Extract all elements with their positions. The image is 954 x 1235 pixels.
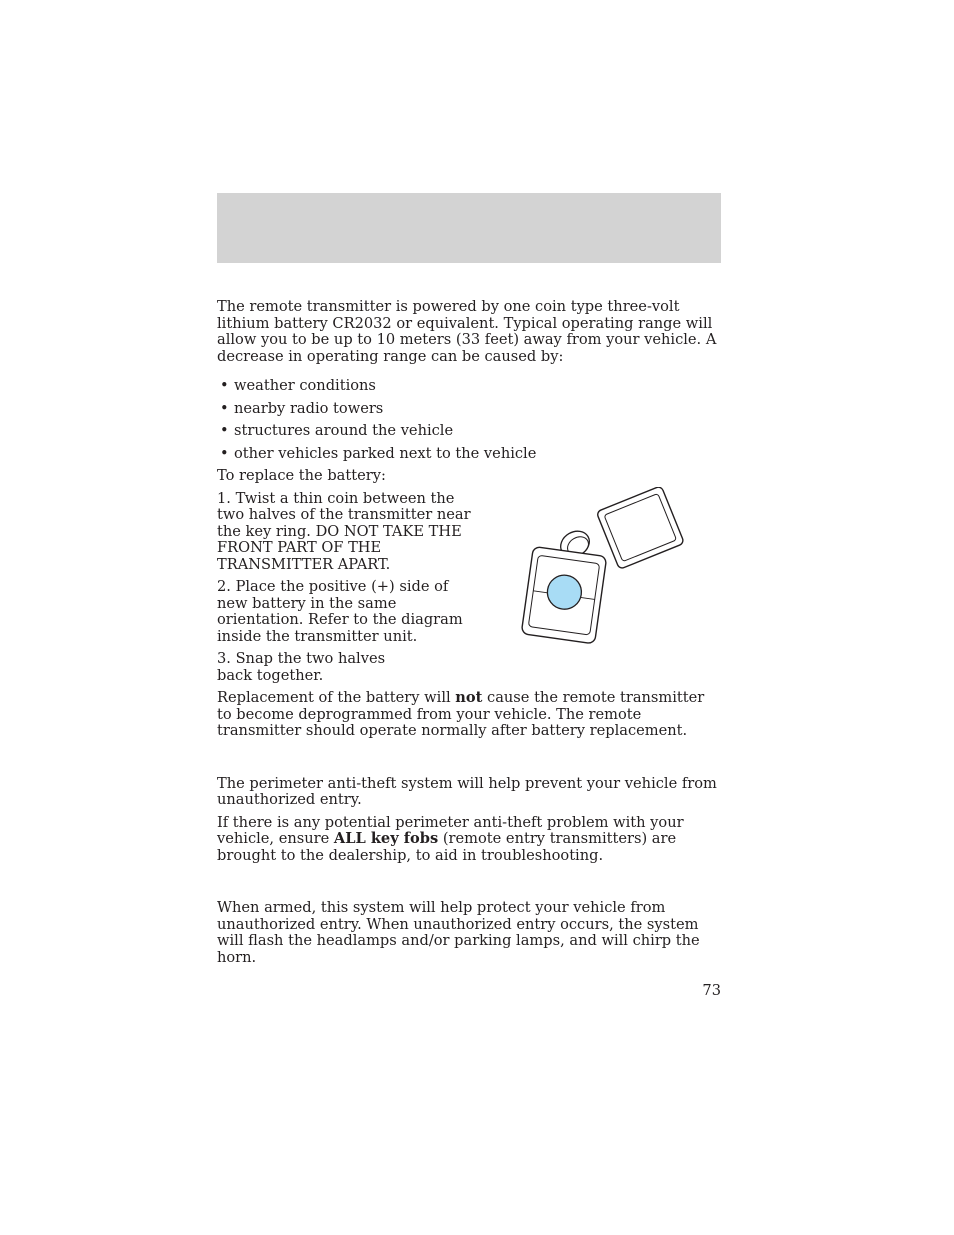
- list-item-text: weather conditions: [234, 377, 376, 394]
- step-3: 3. Snap the two halves back together.: [217, 650, 386, 684]
- step-2: 2. Place the positive (+) side of new battery in the same orientation. Refer to the diagram inside the transmitter unit.: [217, 578, 463, 645]
- armed-description: When armed, this system will help protect your vehicle from unauthorized entry. When unauthorized entry occurs, the system will flash the headlamps and/or parking lamps, and will chirp the horn.: [217, 899, 700, 966]
- list-item: [217, 401, 722, 418]
- advice-emphasis: ALL key fobs: [333, 830, 439, 847]
- bullet-icon: •: [220, 444, 229, 462]
- note-emphasis: not: [455, 689, 483, 706]
- step-1: 1. Twist a thin coin between the two halves of the transmitter near the key ring. DO NOT TAKE THE FRONT PART OF THE TRANSMITTER APART.: [217, 489, 471, 573]
- perimeter-advice: [217, 815, 722, 865]
- transmitter-front-half: [521, 546, 607, 643]
- transmitter-back-half: [596, 487, 684, 569]
- page-number: 73: [702, 982, 721, 999]
- advice-text-cont: (remote entry transmitters) are brought to the dealership, to aid in troubleshooting.: [217, 830, 677, 864]
- bullet-icon: •: [220, 377, 229, 394]
- battery-note: [217, 690, 722, 740]
- key-fob-icon: [517, 487, 691, 653]
- note-text: Replacement of the battery will: [217, 689, 456, 706]
- advice-text: If there is any potential perimeter anti-theft problem with your vehicle, ensure: [217, 813, 684, 847]
- list-item-text: structures around the vehicle: [234, 422, 454, 439]
- section-spacer: [217, 870, 722, 900]
- list-item-text: other vehicles parked next to the vehicle: [234, 444, 537, 462]
- list-item: [217, 446, 722, 463]
- perimeter-intro: The perimeter anti-theft system will help prevent your vehicle from unauthorized entry.: [217, 774, 717, 808]
- section-spacer: [217, 746, 722, 776]
- battery-intro: The remote transmitter is powered by one coin type three-volt lithium battery CR2032 or equivalent. Typical operating range will allow you to be up to 10 meters (33 feet) away from your vehicle. A decrease in operating range can be caused by:: [217, 298, 717, 365]
- section-header-band: [217, 193, 721, 263]
- bullet-icon: •: [220, 422, 229, 439]
- bullet-icon: •: [220, 399, 229, 417]
- range-causes-list: [217, 378, 722, 462]
- note-text-cont: cause the remote transmitter to become deprogrammed from your vehicle. The remote transmitter should operate normally after battery replacement.: [217, 689, 705, 739]
- list-item: [217, 423, 722, 440]
- list-item: [217, 378, 722, 395]
- list-item-text: nearby radio towers: [234, 399, 384, 417]
- replace-heading: To replace the battery:: [217, 467, 386, 484]
